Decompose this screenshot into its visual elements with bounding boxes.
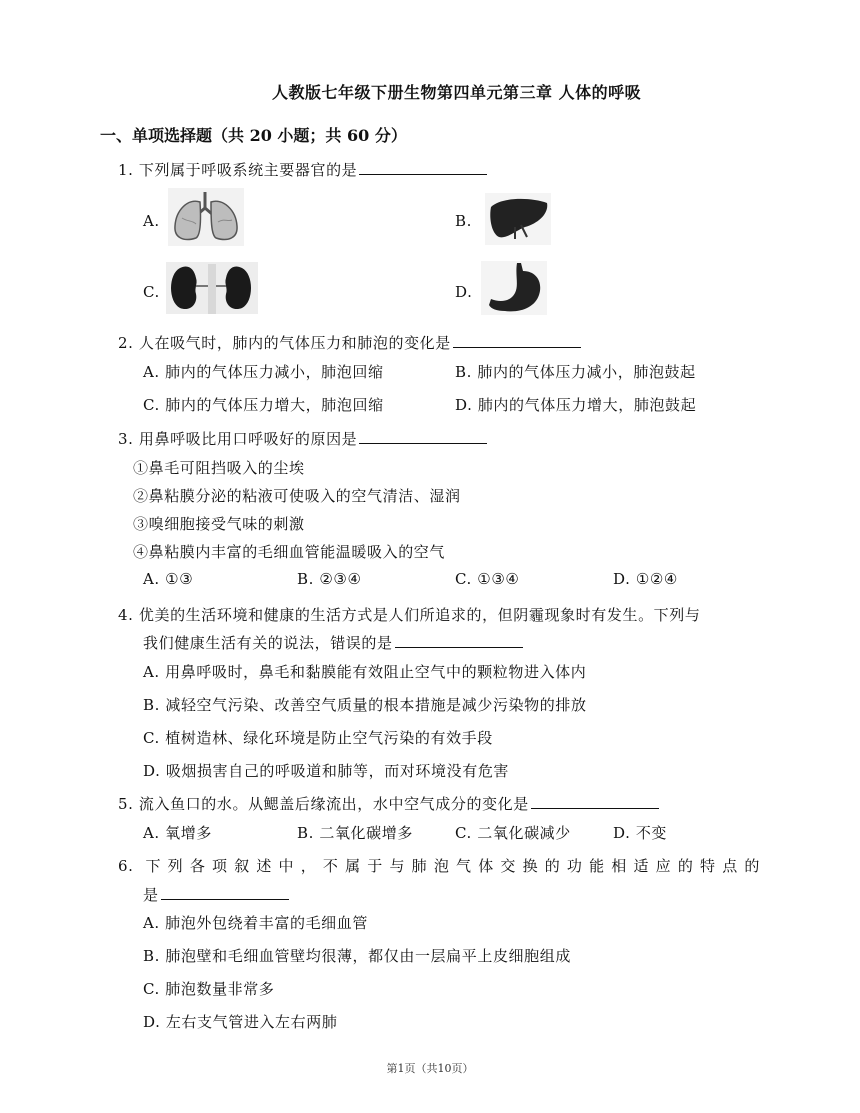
answer-blank: [359, 429, 487, 444]
liver-icon: [485, 193, 551, 245]
q5-option-d: D. 不变: [613, 824, 668, 842]
q4-option-a: A. 用鼻呼吸时，鼻毛和黏膜能有效阻止空气中的颗粒物进入体内: [143, 663, 587, 681]
question-5-text: 5. 流入鱼口的水。从鳃盖后缘流出，水中空气成分的变化是: [118, 795, 529, 813]
question-4-text: 我们健康生活有关的说法，错误的是: [143, 634, 393, 652]
q2-option-c: C. 肺内的气体压力增大，肺泡回缩: [143, 396, 384, 414]
q4-option-d: D. 吸烟损害自己的呼吸道和肺等，而对环境没有危害: [143, 762, 510, 780]
q6-option-a: A. 肺泡外包绕着丰富的毛细血管: [143, 914, 368, 932]
answer-blank: [161, 885, 289, 900]
question-4-stem-line2: [143, 632, 523, 653]
question-6-text: 是: [143, 886, 159, 904]
q2-option-a: A. 肺内的气体压力减小，肺泡回缩: [143, 363, 384, 381]
question-3-stem: [118, 428, 487, 449]
q4-option-b: B. 减轻空气污染、改善空气质量的根本措施是减少污染物的排放: [143, 696, 587, 714]
q5-option-c: C. 二氧化碳减少: [455, 824, 571, 842]
q2-option-d: D. 肺内的气体压力增大，肺泡鼓起: [455, 396, 697, 414]
q1-option-b-label: B.: [455, 212, 472, 230]
stomach-icon: [481, 261, 547, 315]
question-5-stem: [118, 793, 659, 814]
answer-blank: [395, 633, 523, 648]
q3-option-b: B. ②③④: [297, 570, 362, 588]
q3-item-1: ①鼻毛可阻挡吸入的尘埃: [133, 459, 305, 477]
q6-option-d: D. 左右支气管进入左右两肺: [143, 1013, 338, 1031]
q3-item-2: ②鼻粘膜分泌的粘液可使吸入的空气清洁、湿润: [133, 487, 461, 505]
q1-option-a-label: A.: [143, 212, 160, 230]
kidneys-icon: [166, 262, 258, 314]
q4-option-c: C. 植树造林、绿化环境是防止空气污染的有效手段: [143, 729, 493, 747]
section-heading: 一、单项选择题（共 20 小题；共 60 分）: [100, 126, 407, 145]
question-6-stem-line1: 6. 下列各项叙述中，不属于与肺泡气体交换的功能相适应的特点的: [118, 857, 760, 875]
question-3-text: 3. 用鼻呼吸比用口呼吸好的原因是: [118, 430, 358, 448]
q5-option-a: A. 氧增多: [143, 824, 212, 842]
q2-option-b: B. 肺内的气体压力减小，肺泡鼓起: [455, 363, 696, 381]
q3-option-d: D. ①②④: [613, 570, 678, 588]
q3-item-4: ④鼻粘膜内丰富的毛细血管能温暖吸入的空气: [133, 543, 446, 561]
answer-blank: [359, 160, 487, 175]
question-6-stem-line2: [143, 884, 289, 905]
q6-option-c: C. 肺泡数量非常多: [143, 980, 275, 998]
q3-option-c: C. ①③④: [455, 570, 520, 588]
page-footer: 第1页（共10页）: [386, 1062, 474, 1075]
q3-option-a: A. ①③: [143, 570, 194, 588]
question-1-text: 1. 下列属于呼吸系统主要器官的是: [118, 161, 358, 179]
question-1-stem: [118, 159, 487, 180]
answer-blank: [453, 333, 581, 348]
q1-option-c-label: C.: [143, 283, 160, 301]
page-title: 人教版七年级下册生物第四单元第三章 人体的呼吸: [272, 83, 642, 102]
q1-option-d-label: D.: [455, 283, 473, 301]
q3-item-3: ③嗅细胞接受气味的刺激: [133, 515, 305, 533]
answer-blank: [531, 794, 659, 809]
question-2-stem: [118, 332, 581, 353]
q5-option-b: B. 二氧化碳增多: [297, 824, 413, 842]
question-2-text: 2. 人在吸气时，肺内的气体压力和肺泡的变化是: [118, 334, 451, 352]
lungs-icon: [168, 188, 244, 246]
question-4-stem-line1: 4. 优美的生活环境和健康的生活方式是人们所追求的，但阴霾现象时有发生。下列与: [118, 606, 701, 624]
q6-option-b: B. 肺泡壁和毛细血管壁均很薄，都仅由一层扁平上皮细胞组成: [143, 947, 571, 965]
